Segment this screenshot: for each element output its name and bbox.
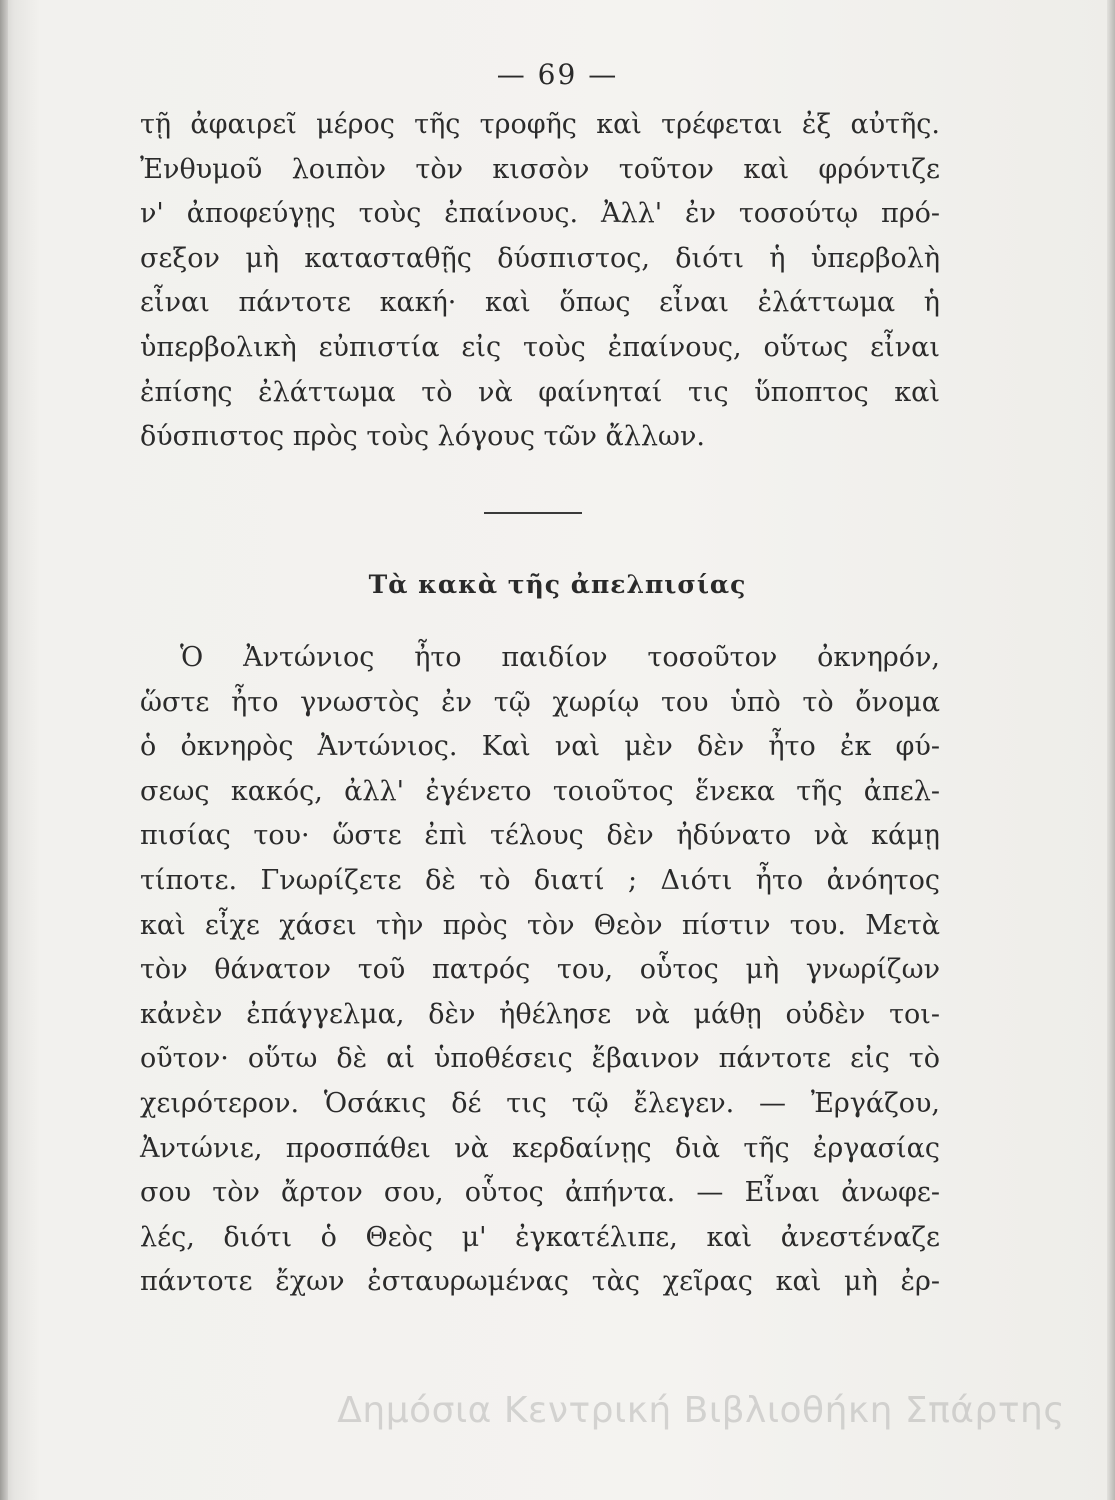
paragraph-1: [140, 103, 940, 460]
text-line: ν' ἀποφεύγῃς τοὺς ἐπαίνους. Ἀλλ' ἐν τοσούτῳ πρό-: [140, 198, 940, 230]
section-title: Τὰ κακὰ τῆς ἀπελπισίας: [368, 570, 747, 599]
page-right-edge: [1107, 0, 1115, 1500]
page-spine-edge: [0, 0, 8, 1500]
text-line: Ὁ Ἀντώνιος ἦτο παιδίον τοσοῦτον ὀκνηρόν,: [180, 642, 940, 673]
page-number: — 69 —: [496, 58, 619, 91]
text-line: πισίας του· ὥστε ἐπὶ τέλους δὲν ἠδύνατο νὰ κάμῃ: [140, 820, 940, 852]
text-line: οῦτον· οὕτω δὲ αἱ ὑποθέσεις ἔβαινον πάντοτε εἰς τὸ: [140, 1043, 940, 1075]
paragraph-2: [140, 636, 940, 1305]
text-line: ὁ ὀκνηρὸς Ἀντώνιος. Καὶ ναὶ μὲν δὲν ἦτο ἐκ φύ-: [140, 731, 940, 763]
text-line: πάντοτε ἔχων ἐσταυρωμένας τὰς χεῖρας καὶ μὴ ἐρ-: [140, 1266, 940, 1298]
text-line: κἀνὲν ἐπάγγελμα, δὲν ἠθέλησε νὰ μάθῃ οὐδὲν τοι-: [140, 998, 940, 1030]
text-line: ἐπίσης ἐλάττωμα τὸ νὰ φαίνηταί τις ὕποπτος καὶ: [140, 376, 940, 408]
text-line: σεξον μὴ κατασταθῇς δύσπιστος, διότι ἡ ὑπερβολὴ: [140, 242, 940, 274]
text-line: χειρότερον. Ὁσάκις δέ τις τῷ ἔλεγεν. — Ἐργάζου,: [140, 1087, 940, 1119]
text-line: σου τὸν ἄρτον σου, οὗτος ἀπήντα. — Εἶναι ἀνωφε-: [140, 1177, 940, 1209]
text-line: καὶ εἶχε χάσει τὴν πρὸς τὸν Θεὸν πίστιν του. Μετὰ: [140, 909, 940, 941]
text-line: Ἀντώνιε, προσπάθει νὰ κερδαίνῃς διὰ τῆς ἐργασίας: [140, 1132, 940, 1164]
text-line: δύσπιστος πρὸς τοὺς λόγους τῶν ἄλλων.: [140, 421, 705, 453]
text-line: ὑπερβολικὴ εὐπιστία εἰς τοὺς ἐπαίνους, οὕτως εἶναι: [140, 331, 940, 363]
text-line: Ἐνθυμοῦ λοιπὸν τὸν κισσὸν τοῦτον καὶ φρόντιζε: [140, 153, 940, 185]
text-line: εἶναι πάντοτε κακή· καὶ ὅπως εἶναι ἐλάττωμα ἡ: [140, 287, 940, 319]
library-watermark: Δημόσια Κεντρική Βιβλιοθήκη Σπάρτης: [337, 1390, 1065, 1431]
text-line: σεως κακός, ἀλλ' ἐγένετο τοιοῦτος ἕνεκα τῆς ἀπελ-: [140, 775, 940, 807]
text-line: τῇ ἀφαιρεῖ μέρος τῆς τροφῆς καὶ τρέφεται ἐξ αὐτῆς.: [140, 109, 940, 140]
text-line: τὸν θάνατον τοῦ πατρός του, οὗτος μὴ γνωρίζων: [140, 954, 940, 986]
text-line: τίποτε. Γνωρίζετε δὲ τὸ διατί ; Διότι ἦτο ἀνόητος: [140, 864, 940, 896]
section-divider: [484, 512, 582, 514]
text-line: λές, διότι ὁ Θεὸς μ' ἐγκατέλιπε, καὶ ἀνεστέναζε: [140, 1221, 940, 1253]
text-line: ὥστε ἦτο γνωστὸς ἐν τῷ χωρίῳ του ὑπὸ τὸ ὄνομα: [140, 686, 940, 718]
